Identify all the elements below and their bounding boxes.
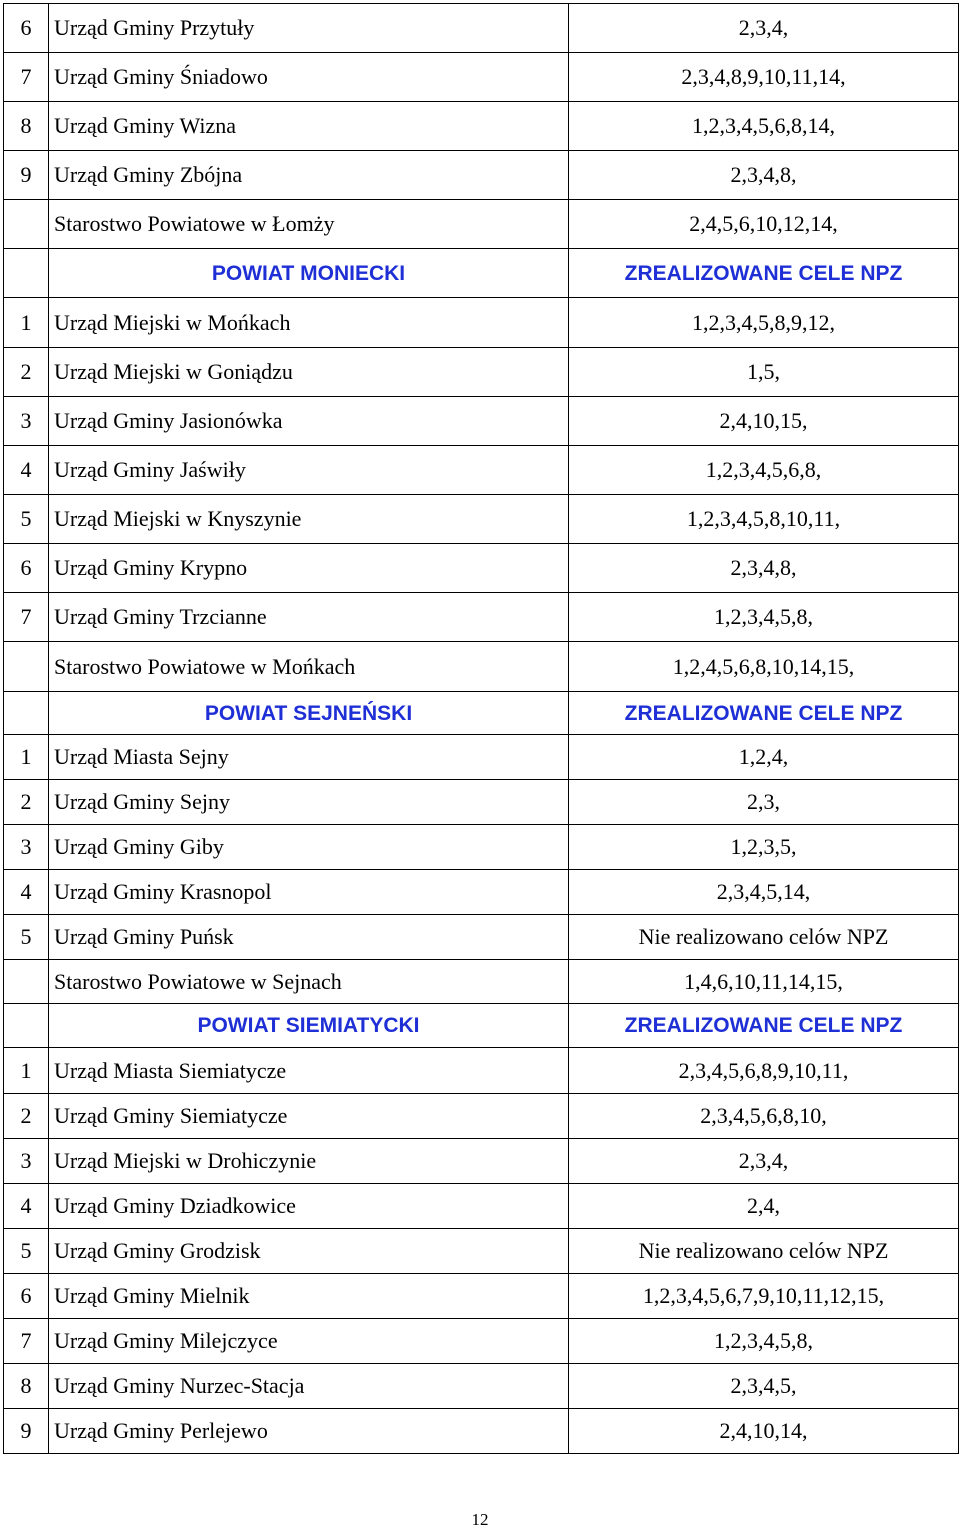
row-number: 7 (4, 1319, 49, 1364)
row-number (4, 200, 49, 249)
office-name: Urząd Gminy Przytuły (49, 4, 569, 53)
office-name: Urząd Miasta Siemiatycze (49, 1048, 569, 1094)
office-name: Starostwo Powiatowe w Mońkach (49, 642, 569, 692)
table-row (4, 102, 959, 151)
office-name: Urząd Gminy Dziadkowice (49, 1184, 569, 1229)
goals-value: 2,3,4,8, (569, 544, 959, 593)
row-number: 5 (4, 495, 49, 544)
table-row (4, 495, 959, 544)
table-row (4, 4, 959, 53)
goals-value: 1,2,3,4,5,8, (569, 1319, 959, 1364)
table-row (4, 446, 959, 495)
goals-value: 1,2,3,4,5,6,8,14, (569, 102, 959, 151)
row-number: 3 (4, 825, 49, 870)
office-name: Urząd Gminy Giby (49, 825, 569, 870)
row-number: 1 (4, 1048, 49, 1094)
row-number: 3 (4, 397, 49, 446)
table-row (4, 151, 959, 200)
office-name: Urząd Gminy Wizna (49, 102, 569, 151)
row-number: 4 (4, 1184, 49, 1229)
goals-heading: ZREALIZOWANE CELE NPZ (569, 249, 959, 298)
table-row (4, 1184, 959, 1229)
goals-value: 2,4, (569, 1184, 959, 1229)
goals-value: 2,4,10,15, (569, 397, 959, 446)
county-heading: POWIAT MONIECKI (49, 249, 569, 298)
office-name: Urząd Miejski w Mońkach (49, 298, 569, 348)
office-name: Urząd Gminy Nurzec-Stacja (49, 1364, 569, 1409)
table-row (4, 735, 959, 780)
row-number: 8 (4, 102, 49, 151)
goals-value: 2,3,4,8, (569, 151, 959, 200)
table-row (4, 593, 959, 642)
office-name: Urząd Gminy Sejny (49, 780, 569, 825)
table-row (4, 915, 959, 960)
office-name: Urząd Gminy Trzcianne (49, 593, 569, 642)
row-number: 1 (4, 298, 49, 348)
goals-value: 1,2,3,4,5,6,8, (569, 446, 959, 495)
starostwo-row (4, 642, 959, 692)
starostwo-row (4, 200, 959, 249)
county-heading: POWIAT SIEMIATYCKI (49, 1004, 569, 1048)
table-row (4, 1409, 959, 1454)
office-name: Urząd Gminy Krasnopol (49, 870, 569, 915)
office-name: Urząd Gminy Perlejewo (49, 1409, 569, 1454)
goals-value: 2,3,4,5, (569, 1364, 959, 1409)
goals-value: 2,3,4, (569, 1139, 959, 1184)
goals-value: 2,3, (569, 780, 959, 825)
row-number (4, 642, 49, 692)
table-row (4, 870, 959, 915)
section-header-row (4, 249, 959, 298)
table-row (4, 1319, 959, 1364)
goals-value: 1,2,4,5,6,8,10,14,15, (569, 642, 959, 692)
table-row (4, 1094, 959, 1139)
office-name: Urząd Gminy Zbójna (49, 151, 569, 200)
table-row (4, 298, 959, 348)
goals-value: 1,2,3,4,5,8,10,11, (569, 495, 959, 544)
goals-value: 1,4,6,10,11,14,15, (569, 960, 959, 1004)
table-body (4, 4, 959, 1454)
goals-value: 2,3,4, (569, 4, 959, 53)
row-number: 1 (4, 735, 49, 780)
office-name: Starostwo Powiatowe w Sejnach (49, 960, 569, 1004)
row-number (4, 1004, 49, 1048)
goals-value: 1,2,3,4,5,8,9,12, (569, 298, 959, 348)
county-heading: POWIAT SEJNEŃSKI (49, 692, 569, 735)
office-name: Urząd Gminy Krypno (49, 544, 569, 593)
table-row (4, 1274, 959, 1319)
row-number (4, 692, 49, 735)
table-row (4, 780, 959, 825)
table-row (4, 348, 959, 397)
row-number: 5 (4, 1229, 49, 1274)
goals-value: Nie realizowano celów NPZ (569, 1229, 959, 1274)
goals-value: 2,4,5,6,10,12,14, (569, 200, 959, 249)
row-number: 9 (4, 1409, 49, 1454)
goals-value: 1,5, (569, 348, 959, 397)
goals-value: 2,3,4,5,6,8,9,10,11, (569, 1048, 959, 1094)
row-number: 6 (4, 4, 49, 53)
table-row (4, 53, 959, 102)
office-name: Urząd Miasta Sejny (49, 735, 569, 780)
goals-value: 1,2,4, (569, 735, 959, 780)
goals-value: 1,2,3,5, (569, 825, 959, 870)
page-number: 12 (471, 1510, 489, 1529)
office-name: Urząd Gminy Mielnik (49, 1274, 569, 1319)
office-name: Urząd Miejski w Goniądzu (49, 348, 569, 397)
section-header-row (4, 1004, 959, 1048)
goals-value: 2,4,10,14, (569, 1409, 959, 1454)
office-name: Urząd Miejski w Knyszynie (49, 495, 569, 544)
row-number: 9 (4, 151, 49, 200)
office-name: Urząd Gminy Śniadowo (49, 53, 569, 102)
row-number: 7 (4, 53, 49, 102)
office-name: Urząd Gminy Puńsk (49, 915, 569, 960)
row-number: 4 (4, 446, 49, 495)
office-name: Urząd Gminy Jasionówka (49, 397, 569, 446)
goals-heading: ZREALIZOWANE CELE NPZ (569, 1004, 959, 1048)
table-row (4, 1229, 959, 1274)
table-row (4, 1139, 959, 1184)
office-name: Urząd Gminy Siemiatycze (49, 1094, 569, 1139)
row-number: 6 (4, 544, 49, 593)
office-name: Starostwo Powiatowe w Łomży (49, 200, 569, 249)
office-name: Urząd Gminy Jaświły (49, 446, 569, 495)
row-number: 7 (4, 593, 49, 642)
row-number: 8 (4, 1364, 49, 1409)
section-header-row (4, 692, 959, 735)
row-number: 2 (4, 1094, 49, 1139)
office-name: Urząd Gminy Grodzisk (49, 1229, 569, 1274)
row-number: 5 (4, 915, 49, 960)
row-number (4, 249, 49, 298)
starostwo-row (4, 960, 959, 1004)
goals-value: 1,2,3,4,5,8, (569, 593, 959, 642)
row-number (4, 960, 49, 1004)
goals-value: 1,2,3,4,5,6,7,9,10,11,12,15, (569, 1274, 959, 1319)
goals-value: 2,3,4,5,6,8,10, (569, 1094, 959, 1139)
goals-value: Nie realizowano celów NPZ (569, 915, 959, 960)
table-row (4, 1364, 959, 1409)
table-row (4, 1048, 959, 1094)
office-name: Urząd Miejski w Drohiczynie (49, 1139, 569, 1184)
row-number: 2 (4, 348, 49, 397)
goals-heading: ZREALIZOWANE CELE NPZ (569, 692, 959, 735)
row-number: 3 (4, 1139, 49, 1184)
goals-value: 2,3,4,8,9,10,11,14, (569, 53, 959, 102)
table-row (4, 825, 959, 870)
row-number: 2 (4, 780, 49, 825)
table-row (4, 397, 959, 446)
goals-value: 2,3,4,5,14, (569, 870, 959, 915)
office-name: Urząd Gminy Milejczyce (49, 1319, 569, 1364)
row-number: 4 (4, 870, 49, 915)
row-number: 6 (4, 1274, 49, 1319)
table-row (4, 544, 959, 593)
npz-goals-table (3, 3, 959, 1454)
